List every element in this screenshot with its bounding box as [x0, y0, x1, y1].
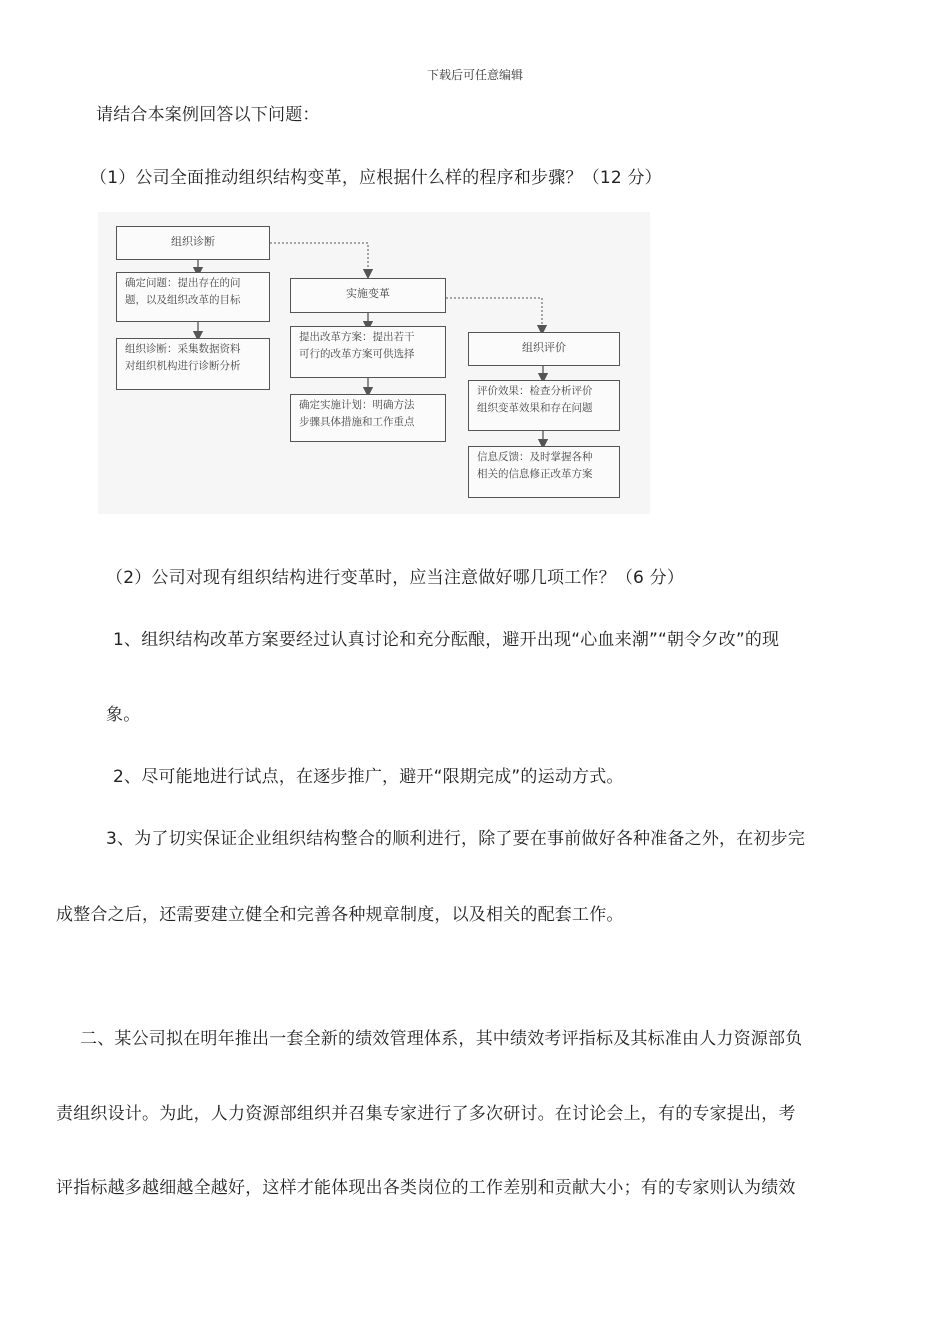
- box-org-evaluation: 组织评价: [468, 332, 620, 366]
- box-feedback: [468, 446, 620, 498]
- link-col1-col2: [270, 243, 368, 274]
- answer-2: 2、尽可能地进行试点，在逐步推广，避开“限期完成”的运动方式。: [113, 767, 624, 787]
- intro-text: 请结合本案例回答以下问题：: [96, 105, 320, 125]
- box-propose-plan: [290, 326, 446, 378]
- box-text-line: 确定实施计划：明确方法: [299, 399, 415, 411]
- box-text-line: 信息反馈：及时掌握各种: [477, 451, 593, 463]
- answer-1-line-2: 象。: [106, 705, 141, 725]
- answer-3-line-2: 成整合之后，还需要建立健全和完善各种规章制度，以及相关的配套工作。: [56, 905, 624, 925]
- box-text-line: 确定问题：提出存在的问: [125, 277, 241, 289]
- link-col2-col3: [446, 298, 542, 330]
- box-define-problem: [116, 272, 270, 322]
- box-text-line: 提出改革方案：提出若干: [299, 331, 415, 343]
- box-text-line: 可行的改革方案可供选择: [299, 348, 415, 360]
- box-diagnosis-analysis: [116, 338, 270, 390]
- box-implement-change: 实施变革: [290, 278, 446, 313]
- box-text-line: 题，以及组织改革的目标: [125, 294, 241, 306]
- answer-1-line-1: 1、组织结构改革方案要经过认真讨论和充分酝酿，避开出现“心血来潮”“朝令夕改”的现: [113, 630, 780, 650]
- question-1: （1）公司全面推动组织结构变革，应根据什么样的程序和步骤？（12 分）: [90, 168, 662, 188]
- section-2-line-2: 责组织设计。为此，人力资源部组织并召集专家进行了多次研讨。在讨论会上，有的专家提出，考: [56, 1104, 796, 1124]
- box-text-line: 步骤具体措施和工作重点: [299, 416, 415, 428]
- box-text-line: 对组织机构进行诊断分析: [125, 360, 241, 372]
- page-header: 下载后可任意编辑: [426, 68, 523, 82]
- org-change-flowchart: [98, 212, 650, 514]
- section-2-line-3: 评指标越多越细越全越好，这样才能体现出各类岗位的工作差别和贡献大小；有的专家则认为绩效: [56, 1178, 796, 1198]
- box-evaluate-effect: [468, 380, 620, 431]
- question-2: （2）公司对现有组织结构进行变革时，应当注意做好哪几项工作？（6 分）: [106, 568, 685, 588]
- box-text-line: 相关的信息修正改革方案: [477, 468, 593, 480]
- box-text-line: 评价效果：检查分析评价: [477, 385, 593, 397]
- box-org-diagnosis: 组织诊断: [116, 226, 270, 260]
- answer-3-line-1: 3、为了切实保证企业组织结构整合的顺利进行，除了要在事前做好各种准备之外，在初步完: [106, 829, 806, 849]
- box-text-line: 组织诊断：采集数据资料: [125, 343, 241, 355]
- box-implementation-plan: [290, 394, 446, 442]
- box-text-line: 组织变革效果和存在问题: [477, 402, 593, 414]
- section-2-line-1: 二、某公司拟在明年推出一套全新的绩效管理体系，其中绩效考评指标及其标准由人力资源部负: [80, 1029, 803, 1049]
